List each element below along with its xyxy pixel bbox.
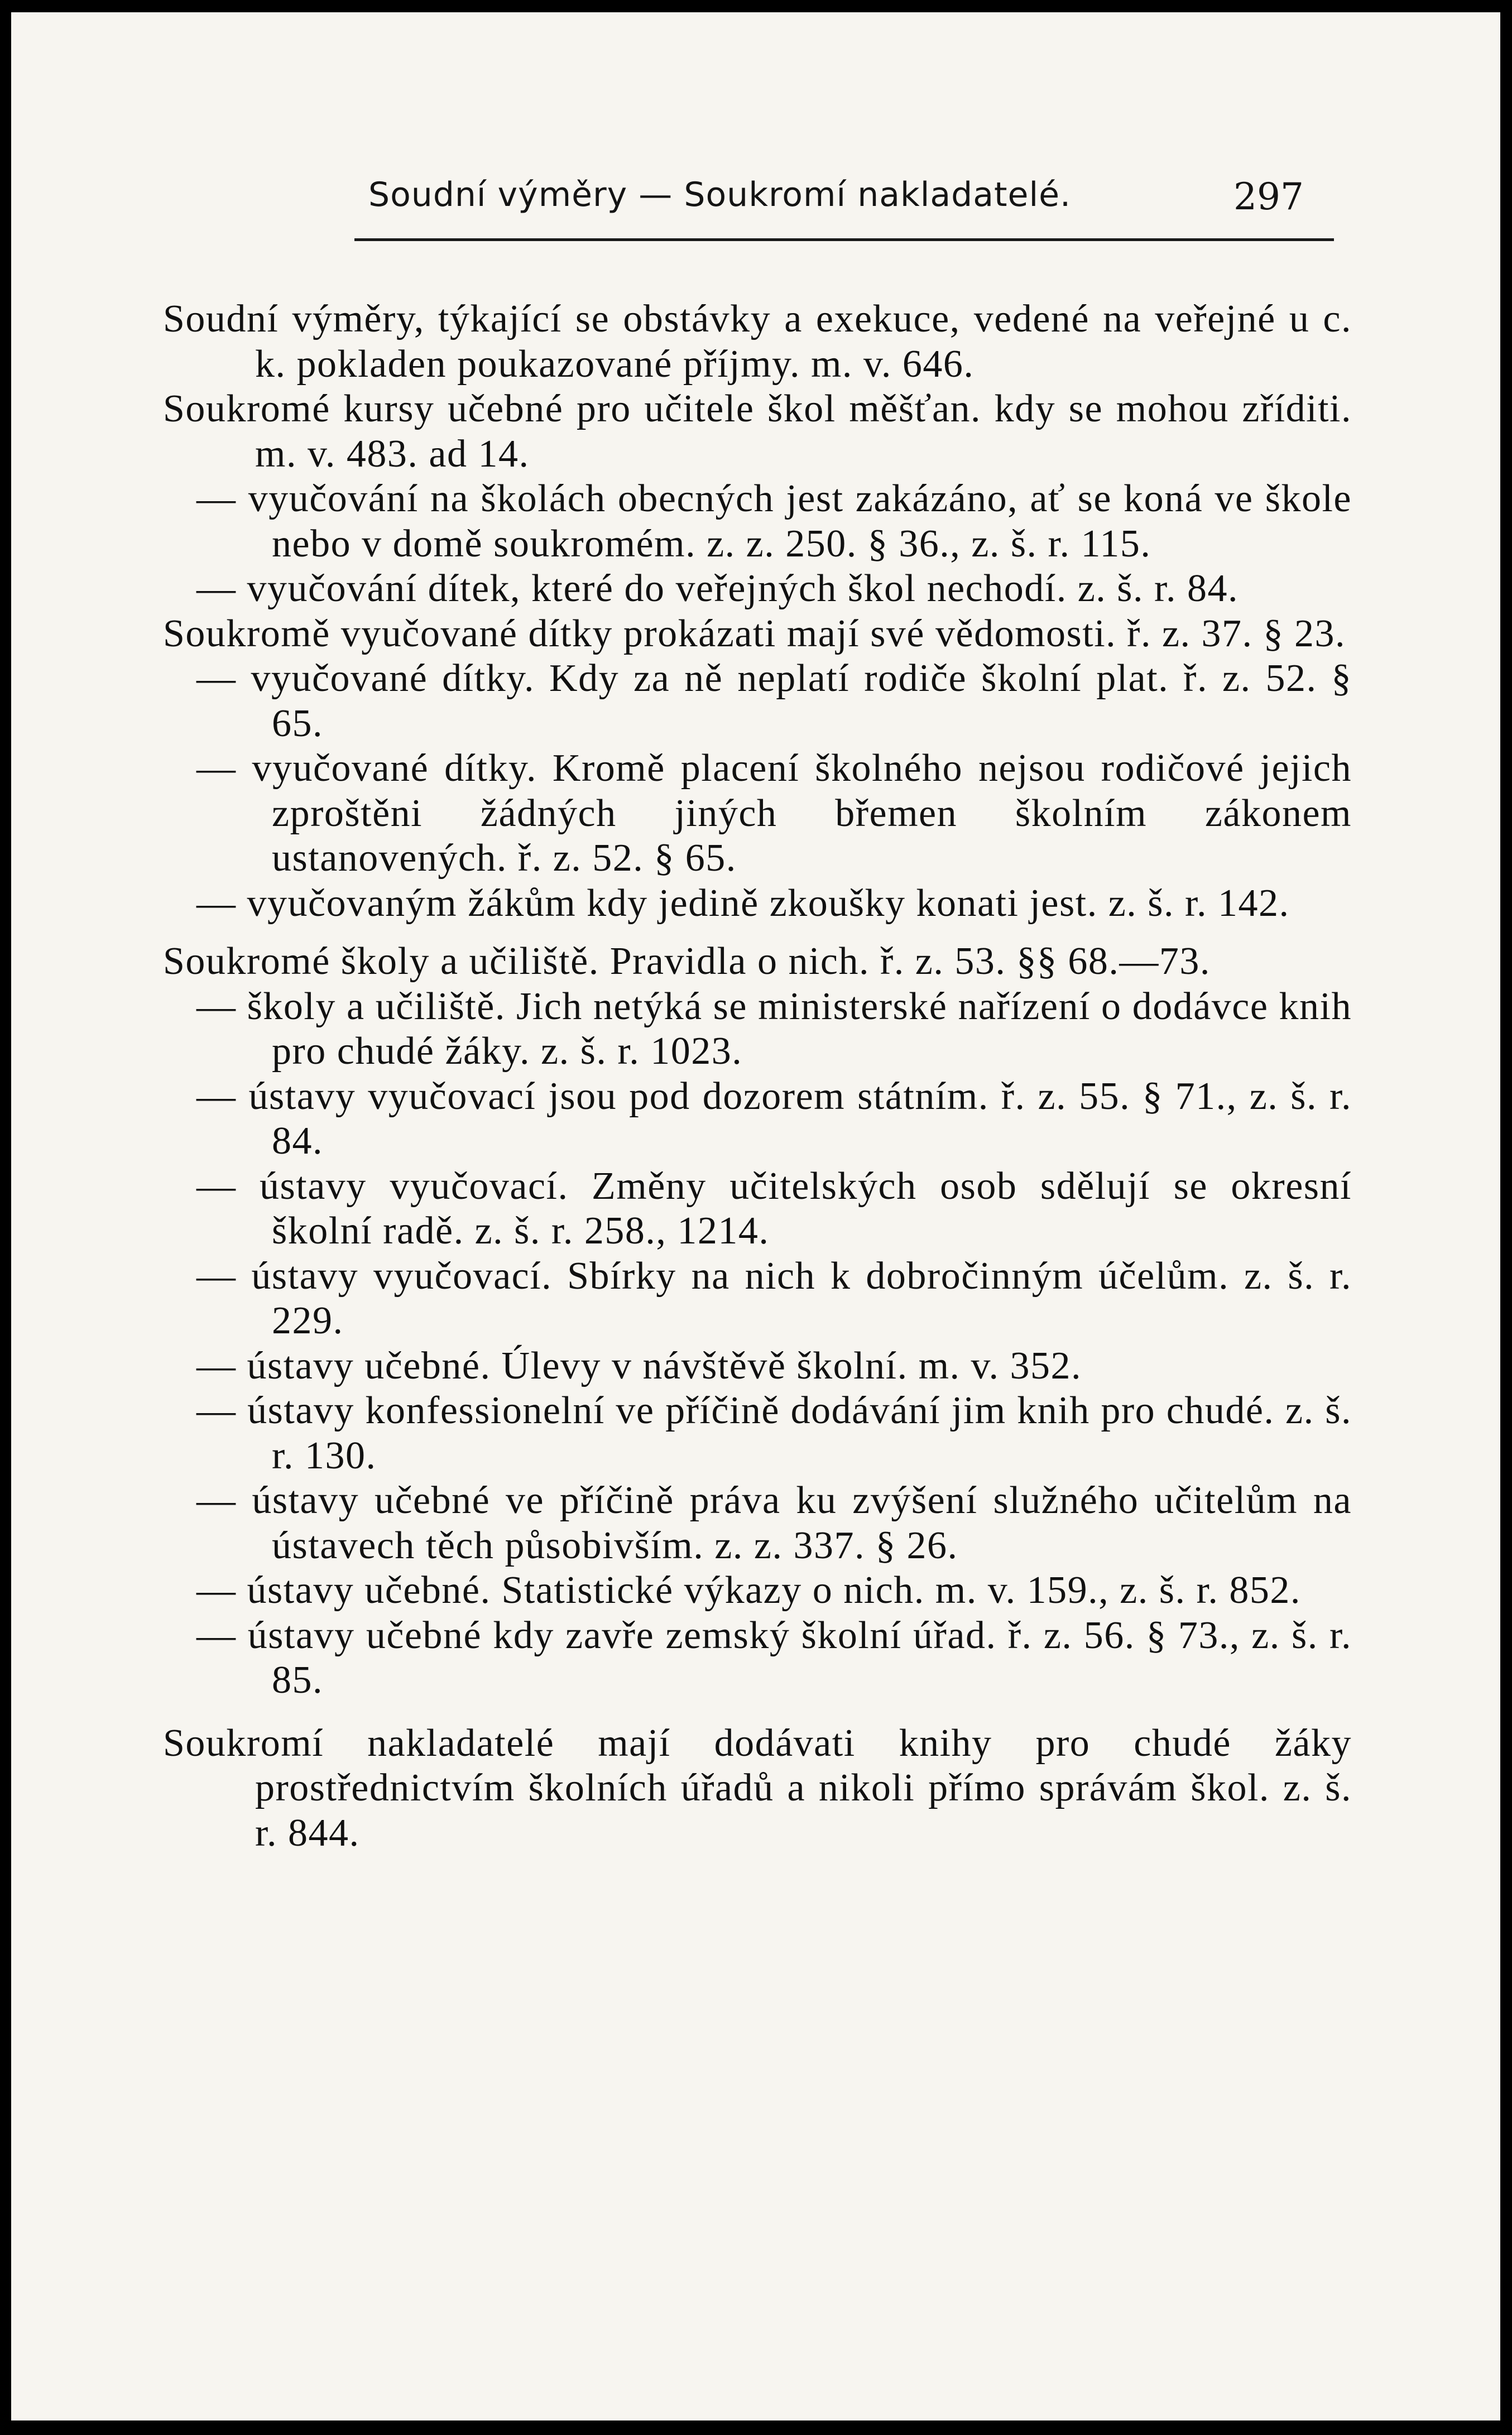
header-rule: [354, 238, 1334, 241]
index-subentry: — ústavy vyučovací. Změny učitelských osob sdělují se okresní školní radě. z. š. r. 258., 1214.: [196, 1164, 1352, 1252]
index-subentry: — vyučování dítek, které do veřejných škol nechodí. z. š. r. 84.: [196, 567, 1239, 610]
index-entry: Soukromé kursy učebné pro učitele škol měšťan. kdy se mohou zříditi. m. v. 483. ad 14.: [163, 387, 1352, 476]
index-subentry: — ústavy učebné. Úlevy v návštěvě školní. m. v. 352.: [196, 1344, 1082, 1387]
index-subentry: — ústavy učebné. Statistické výkazy o nich. m. v. 159., z. š. r. 852.: [196, 1569, 1301, 1612]
page-number: 297: [1233, 175, 1304, 218]
index-subentry: — ústavy učebné kdy zavře zemský školní úřad. ř. z. 56. § 73., z. š. r. 85.: [196, 1613, 1352, 1702]
index-entry: Soukromě vyučované dítky prokázati mají své vědomosti. ř. z. 37. § 23.: [163, 612, 1346, 655]
index-entries: [163, 297, 1352, 1856]
book-page: [11, 12, 1500, 2420]
index-subentry: — ústavy konfessionelní ve příčině dodávání jim knih pro chudé. z. š. r. 130.: [196, 1389, 1352, 1477]
index-subentry: — ústavy učebné ve příčině práva ku zvýšení služného učitelům na ústavech těch působivším. z. z. 337. § 26.: [196, 1479, 1352, 1567]
index-entry: Soudní výměry, týkající se obstávky a exekuce, vedené na veřejné u c. k. pokladen poukazované příjmy. m. v. 646.: [163, 297, 1352, 386]
running-header: Soudní výměry — Soukromí nakladatelé.: [368, 175, 1072, 214]
index-subentry: — ústavy vyučovací jsou pod dozorem státním. ř. z. 55. § 71., z. š. r. 84.: [196, 1074, 1352, 1163]
index-subentry: — vyučované dítky. Kdy za ně neplatí rodiče školní plat. ř. z. 52. § 65.: [196, 657, 1352, 745]
index-subentry: — ústavy vyučovací. Sbírky na nich k dobročinným účelům. z. š. r. 229.: [196, 1254, 1352, 1342]
index-subentry: — vyučované dítky. Kromě placení školného nejsou rodičové jejich zproštěni žádných jiných břemen školním zákonem ustanovených. ř. z. 52. § 65.: [196, 747, 1352, 880]
index-subentry: — vyučovaným žákům kdy jedině zkoušky konati jest. z. š. r. 142.: [196, 881, 1290, 925]
index-subentry: — vyučování na školách obecných jest zakázáno, ať se koná ve škole nebo v domě soukromém. z. z. 250. § 36., z. š. r. 115.: [196, 477, 1352, 565]
index-subentry: — školy a učiliště. Jich netýká se ministerské nařízení o dodávce knih pro chudé žáky. z. š. r. 1023.: [196, 984, 1352, 1073]
index-entry: Soukromé školy a učiliště. Pravidla o nich. ř. z. 53. §§ 68.—73.: [163, 940, 1211, 983]
index-entry: Soukromí nakladatelé mají dodávati knihy pro chudé žáky prostřednictvím školních úřadů a nikoli přímo správám škol. z. š. r. 844.: [163, 1721, 1352, 1855]
